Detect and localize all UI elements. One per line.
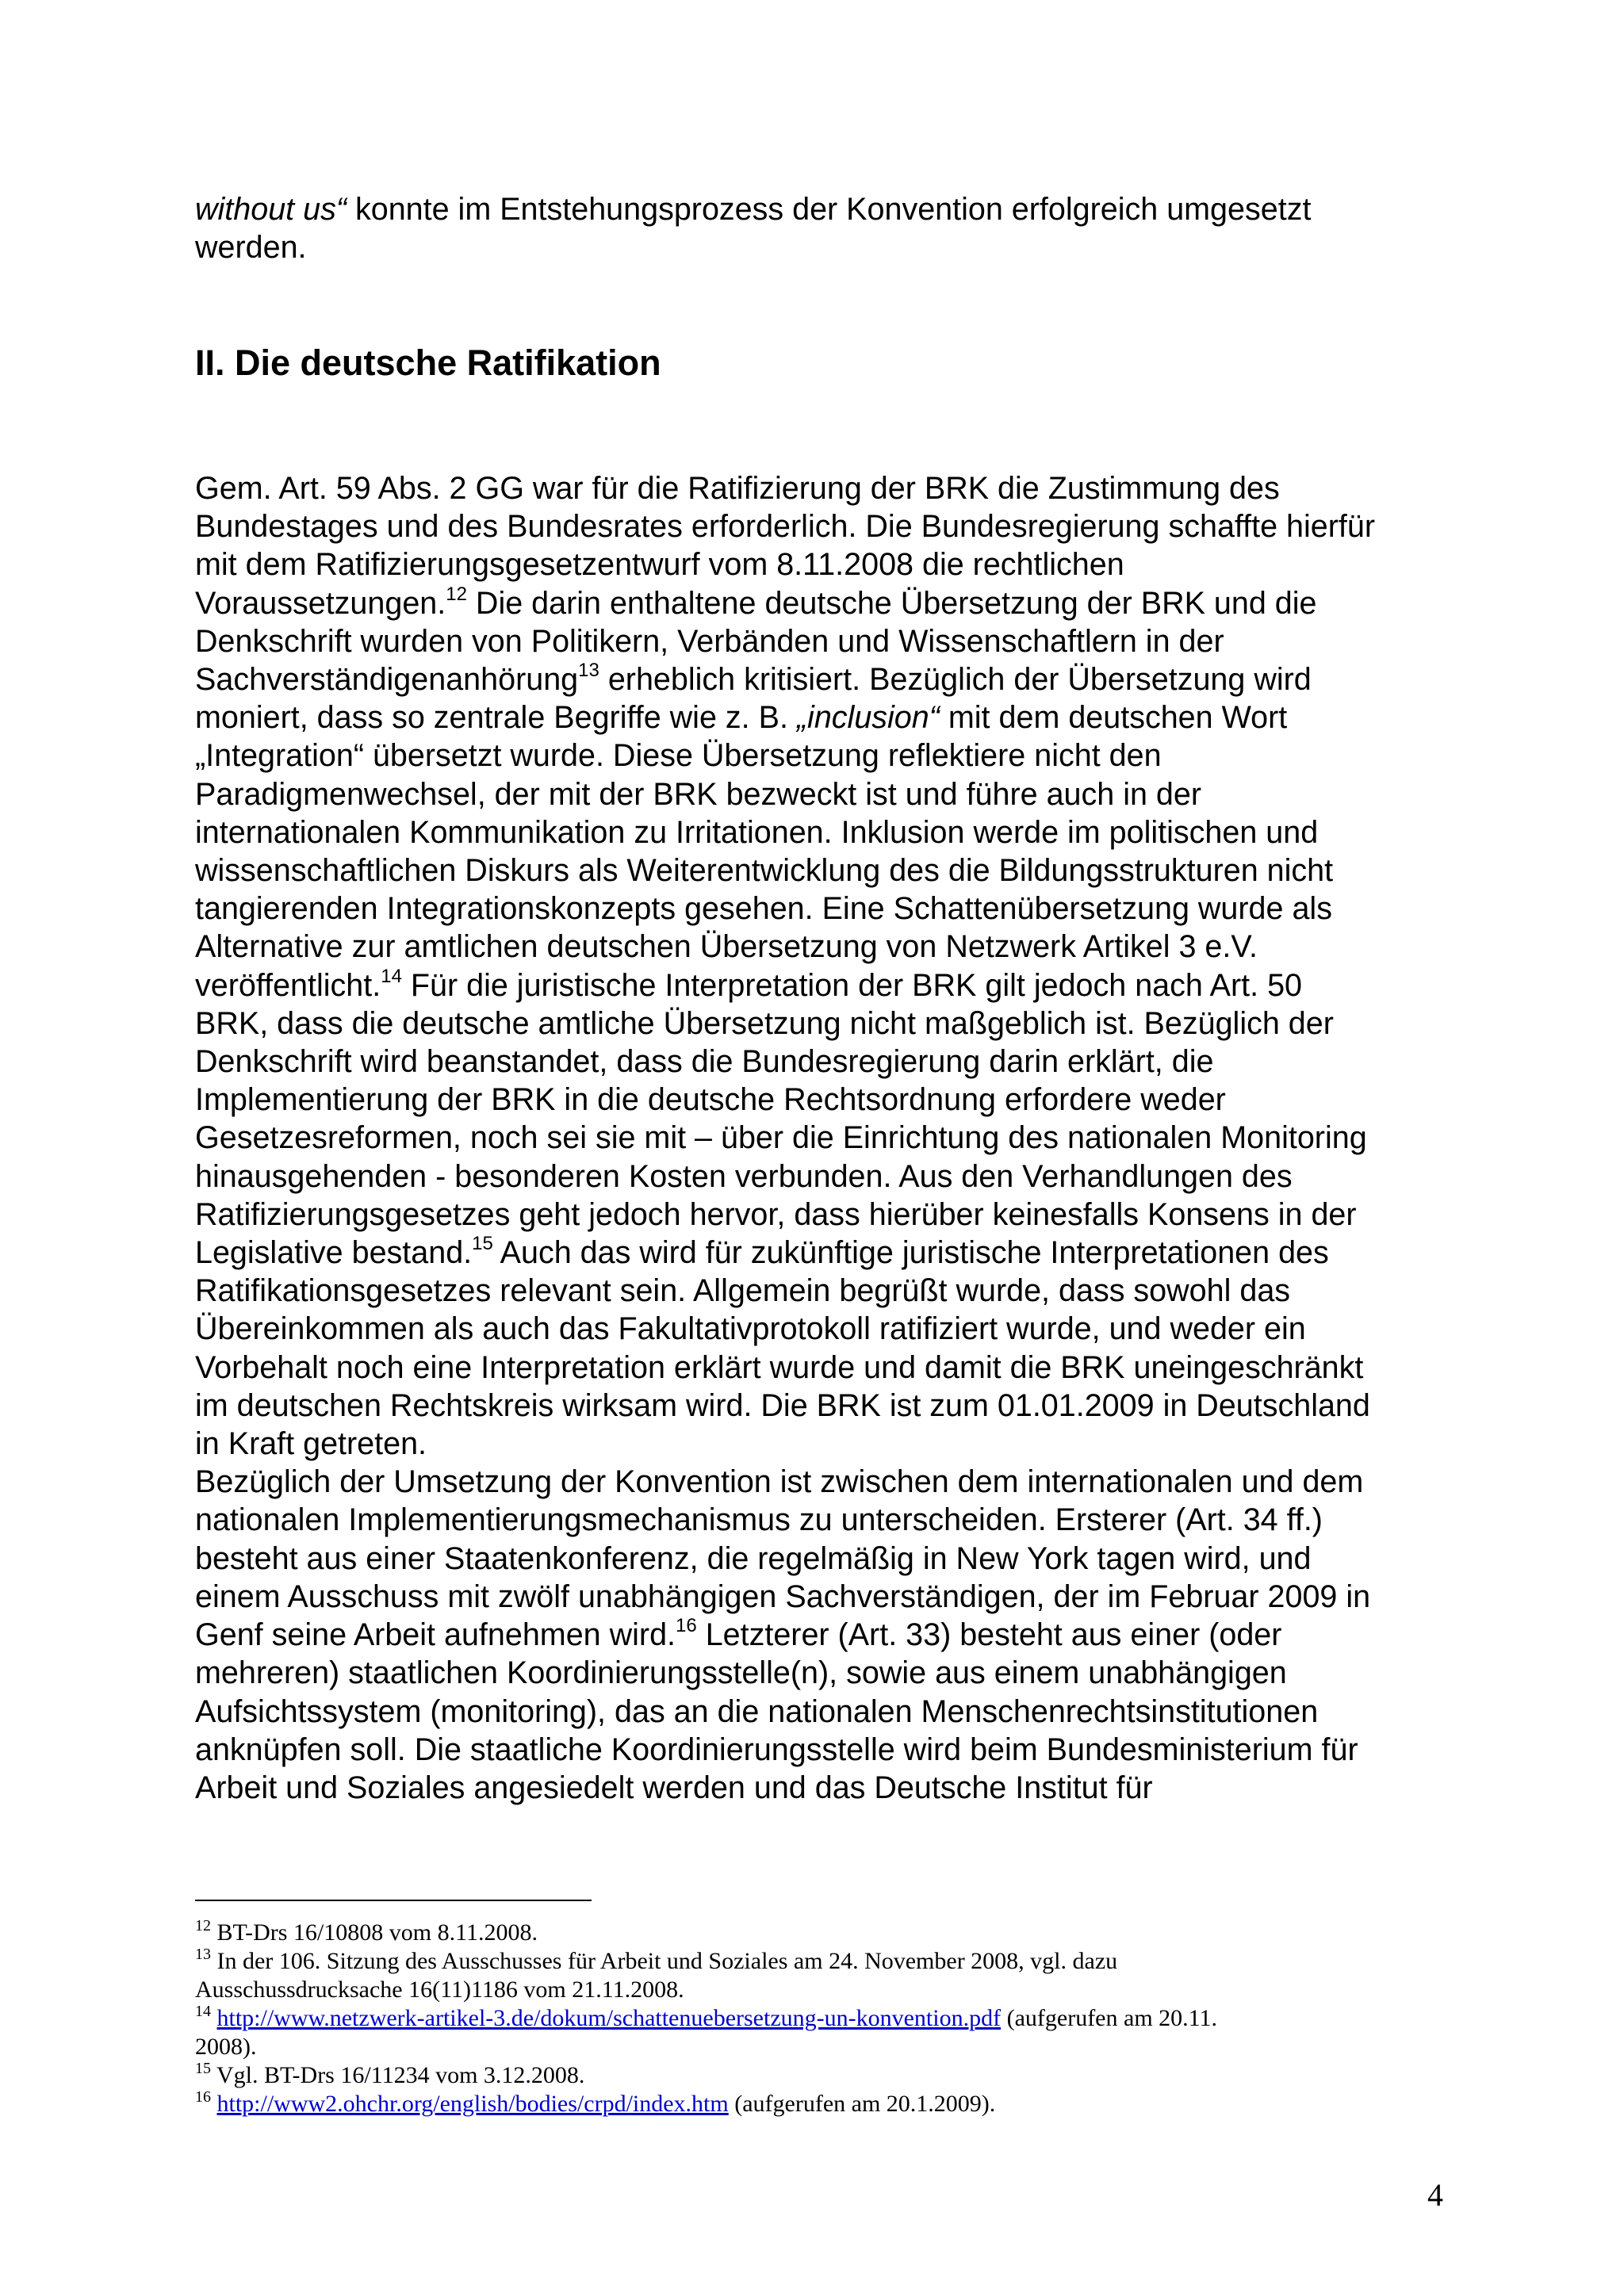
- text-line: mit dem Ratifizierungsgesetzentwurf vom 8.11.2008 die rechtlichen: [195, 547, 1124, 583]
- text-line: anknüpfen soll. Die staatliche Koordinierungsstelle wird beim Bundesministerium für: [195, 1732, 1358, 1767]
- footnote-14-cont: 2008).: [195, 2034, 257, 2060]
- text-line: Ratifizierungsgesetzes geht jedoch hervor, dass hierüber keinesfalls Konsens in der: [195, 1196, 1357, 1232]
- footnote-13-cont: Ausschussdrucksache 16(11)1186 vom 21.11.2008.: [195, 1976, 684, 2003]
- text-line: Denkschrift wurden von Politikern, Verbänden und Wissenschaftlern in der: [195, 623, 1224, 659]
- text-line: BRK, dass die deutsche amtliche Übersetzung nicht maßgeblich ist. Bezüglich der: [195, 1005, 1334, 1041]
- text-line: Denkschrift wird beanstandet, dass die Bundesregierung darin erklärt, die: [195, 1044, 1214, 1080]
- text-line: wissenschaftlichen Diskurs als Weiterentwicklung des die Bildungsstrukturen nicht: [195, 853, 1334, 889]
- text-line: im deutschen Rechtskreis wirksam wird. Die BRK ist zum 01.01.2009 in Deutschland: [195, 1387, 1370, 1423]
- text-line: in Kraft getreten.: [195, 1426, 427, 1462]
- text-line: Legislative bestand.$^{15}$ Auch das wird für zukünftige juristische Interpretationen des: [195, 1233, 1329, 1271]
- text-line: Bezüglich der Umsetzung der Konvention ist zwischen dem internationalen und dem: [195, 1464, 1364, 1500]
- text-line: Implementierung der BRK in die deutsche Rechtsordnung erfordere weder: [195, 1082, 1226, 1118]
- text-line: besteht aus einer Staatenkonferenz, die regelmäßig in New York tagen wird, und: [195, 1540, 1312, 1576]
- footnote-14-link[interactable]: http://www.netzwerk-artikel-3.de/dokum/schattenuebersetzung-un-konvention.pdf: [216, 2005, 1002, 2031]
- text-line: Ratifikationsgesetzes relevant sein. Allgemein begrüßt wurde, dass sowohl das: [195, 1273, 1291, 1309]
- text-line: „Integration“ übersetzt wurde. Diese Übersetzung reflektiere nicht den: [195, 738, 1162, 774]
- footnote-ref-15[interactable]: 15: [472, 1233, 493, 1255]
- text-line: einem Ausschuss mit zwölf unabhängigen Sachverständigen, der im Februar 2009 in: [195, 1578, 1371, 1614]
- text-line: Aufsichtssystem (monitoring), das an die nationalen Menschenrechtsinstitutionen: [195, 1693, 1319, 1729]
- text-line: Sachverständigenanhörung$^{13}$ erheblich kritisiert. Bezüglich der Übersetzung wird: [195, 660, 1312, 698]
- text-line: mehreren) staatlichen Koordinierungsstelle(n), sowie aus einem unabhängigen: [195, 1655, 1287, 1691]
- text-line: internationalen Kommunikation zu Irritationen. Inklusion werde im politischen und: [195, 814, 1319, 850]
- text-line: moniert, dass so zentrale Begriffe wie z. B. „inclusion“ mit dem deutschen Wort: [195, 700, 1288, 736]
- footnote-16: $^{16}$ http://www2.ohchr.org/english/bodies/crpd/index.htm (aufgerufen am 20.1.2009).: [195, 2088, 996, 2117]
- text-line: Alternative zur amtlichen deutschen Übersetzung von Netzwerk Artikel 3 e.V.: [195, 929, 1258, 965]
- page-number: 4: [1427, 2177, 1443, 2213]
- footnote-ref-14[interactable]: 14: [381, 965, 402, 987]
- footnote-separator: [195, 1900, 592, 1901]
- text-line: veröffentlicht.$^{14}$ Für die juristische Interpretation der BRK gilt jedoch nach Art. 50: [195, 965, 1303, 1003]
- footnote-14: $^{14}$ http://www.netzwerk-artikel-3.de/dokum/schattenuebersetzung-un-konvention.pdf (aufgerufen am 20.11.: [195, 2003, 1218, 2031]
- italic-quote: without us“: [195, 192, 347, 227]
- footnote-ref-16[interactable]: 16: [676, 1615, 697, 1637]
- main-paragraph: [195, 469, 1464, 1807]
- text-line: Voraussetzungen.$^{12}$ Die darin enthaltene deutsche Übersetzung der BRK und die: [195, 583, 1317, 621]
- text-line: werden.: [195, 230, 307, 266]
- footnote-13: $^{13}$ In der 106. Sitzung des Ausschusses für Arbeit und Soziales am 24. November 2008, vgl. dazu: [195, 1946, 1118, 1974]
- text-line: tangierenden Integrationskonzepts gesehen. Eine Schattenübersetzung wurde als: [195, 891, 1332, 927]
- footnote-ref-13[interactable]: 13: [578, 660, 599, 682]
- section-heading: II. Die deutsche Ratifikation: [195, 342, 661, 383]
- text-line: Übereinkommen als auch das Fakultativprotokoll ratifiziert wurde, und weder ein: [195, 1311, 1306, 1347]
- footnotes: [195, 1919, 1464, 2118]
- text-line: Gem. Art. 59 Abs. 2 GG war für die Ratifizierung der BRK die Zustimmung des: [195, 471, 1280, 506]
- italic-term: „inclusion“: [796, 700, 940, 736]
- text-line: nationalen Implementierungsmechanismus zu unterscheiden. Ersterer (Art. 34 ff.): [195, 1502, 1323, 1538]
- footnote-ref-12[interactable]: 12: [446, 583, 467, 605]
- text-line: Vorbehalt noch eine Interpretation erklärt wurde und damit die BRK uneingeschränkt: [195, 1349, 1364, 1385]
- intro-paragraph: [195, 190, 1464, 266]
- text-line: Bundestages und des Bundesrates erforderlich. Die Bundesregierung schaffte hierfür: [195, 509, 1376, 545]
- text-line: without us“ konnte im Entstehungsprozess der Konvention erfolgreich umgesetzt: [195, 192, 1312, 227]
- text-line: Paradigmenwechsel, der mit der BRK bezweckt ist und führe auch in der: [195, 776, 1202, 812]
- footnote-16-link[interactable]: http://www2.ohchr.org/english/bodies/crpd/index.htm: [216, 2091, 729, 2117]
- text-line: Gesetzesreformen, noch sei sie mit – über die Einrichtung des nationalen Monitoring: [195, 1120, 1367, 1156]
- text-line: hinausgehenden - besonderen Kosten verbunden. Aus den Verhandlungen des: [195, 1158, 1293, 1194]
- text-line: Arbeit und Soziales angesiedelt werden und das Deutsche Institut für: [195, 1770, 1153, 1805]
- footnote-12: $^{12}$ BT-Drs 16/10808 vom 8.11.2008.: [195, 1917, 538, 1946]
- footnote-15: $^{15}$ Vgl. BT-Drs 16/11234 vom 3.12.2008.: [195, 2060, 585, 2088]
- text-line: Genf seine Arbeit aufnehmen wird.$^{16}$ Letzterer (Art. 33) besteht aus einer (oder: [195, 1615, 1282, 1653]
